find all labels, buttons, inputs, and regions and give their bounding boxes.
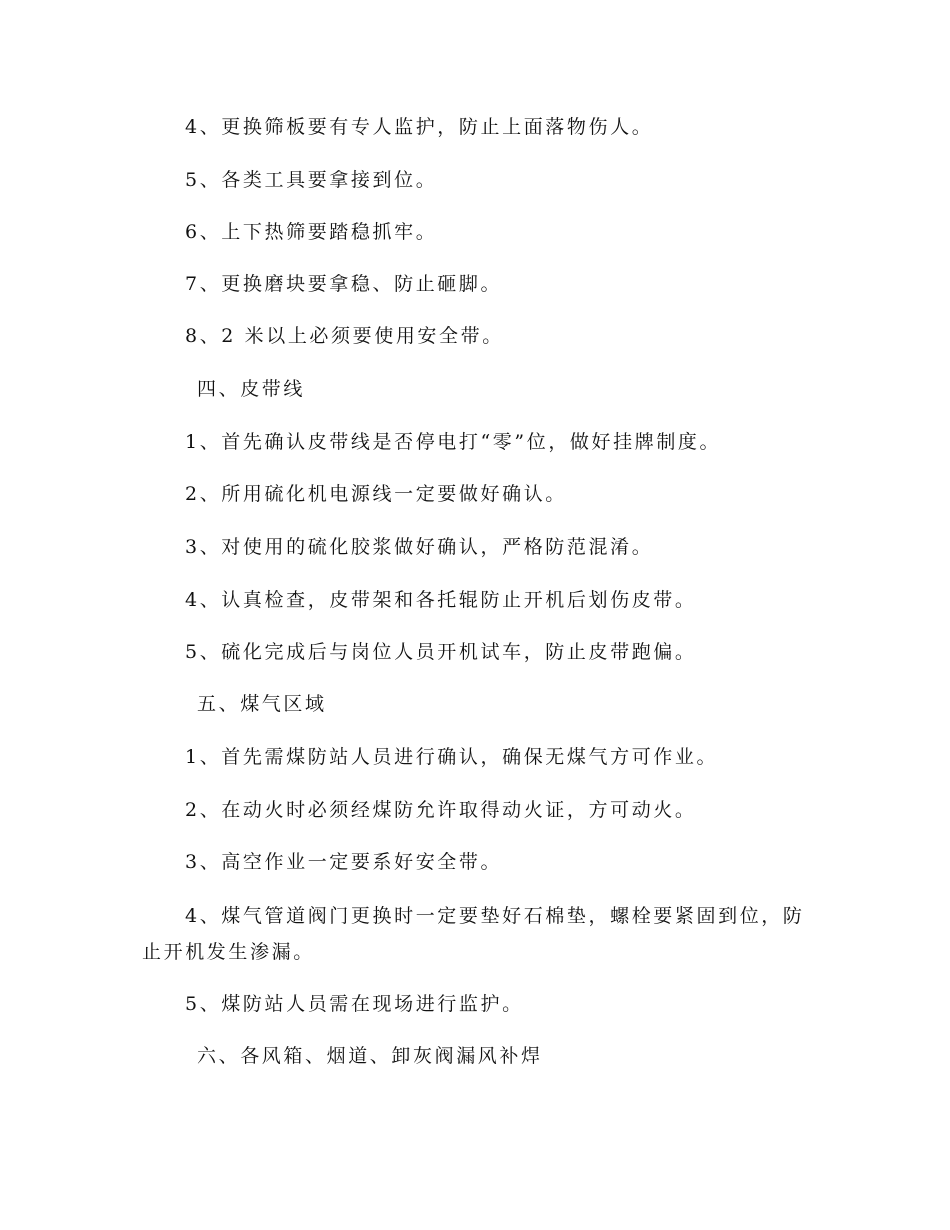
list-item: 5、硫化完成后与岗位人员开机试车，防止皮带跑偏。 — [185, 641, 697, 663]
list-item: 4、更换筛板要有专人监护，防止上面落物伤人。 — [185, 116, 654, 138]
list-item: 8、2 米以上必须要使用安全带。 — [185, 325, 504, 347]
list-item: 3、对使用的硫化胶浆做好确认，严格防范混淆。 — [185, 536, 654, 558]
section-heading: 六、各风箱、烟道、卸灰阀漏风补焊 — [197, 1045, 543, 1067]
list-item: 1、首先确认皮带线是否停电打“零”位，做好挂牌制度。 — [185, 431, 722, 453]
list-item: 2、在动火时必须经煤防允许取得动火证，方可动火。 — [185, 799, 697, 821]
list-item: 1、首先需煤防站人员进行确认，确保无煤气方可作业。 — [185, 746, 719, 768]
list-item: 4、煤气管道阀门更换时一定要垫好石棉垫，螺栓要紧固到位，防 — [185, 905, 805, 927]
list-item: 4、认真检查，皮带架和各托辊防止开机后划伤皮带。 — [185, 589, 697, 611]
list-item: 2、所用硫化机电源线一定要做好确认。 — [185, 483, 567, 505]
list-item: 7、更换磨块要拿稳、防止砸脚。 — [185, 273, 503, 295]
list-item: 5、煤防站人员需在现场进行监护。 — [185, 993, 524, 1015]
list-item: 6、上下热筛要踏稳抓牢。 — [185, 221, 438, 243]
section-heading: 四、皮带线 — [197, 378, 306, 400]
list-item: 3、高空作业一定要系好安全带。 — [185, 851, 503, 873]
section-heading: 五、煤气区域 — [197, 693, 327, 715]
list-item-continuation: 止开机发生渗漏。 — [142, 941, 315, 963]
list-item: 5、各类工具要拿接到位。 — [185, 169, 438, 191]
